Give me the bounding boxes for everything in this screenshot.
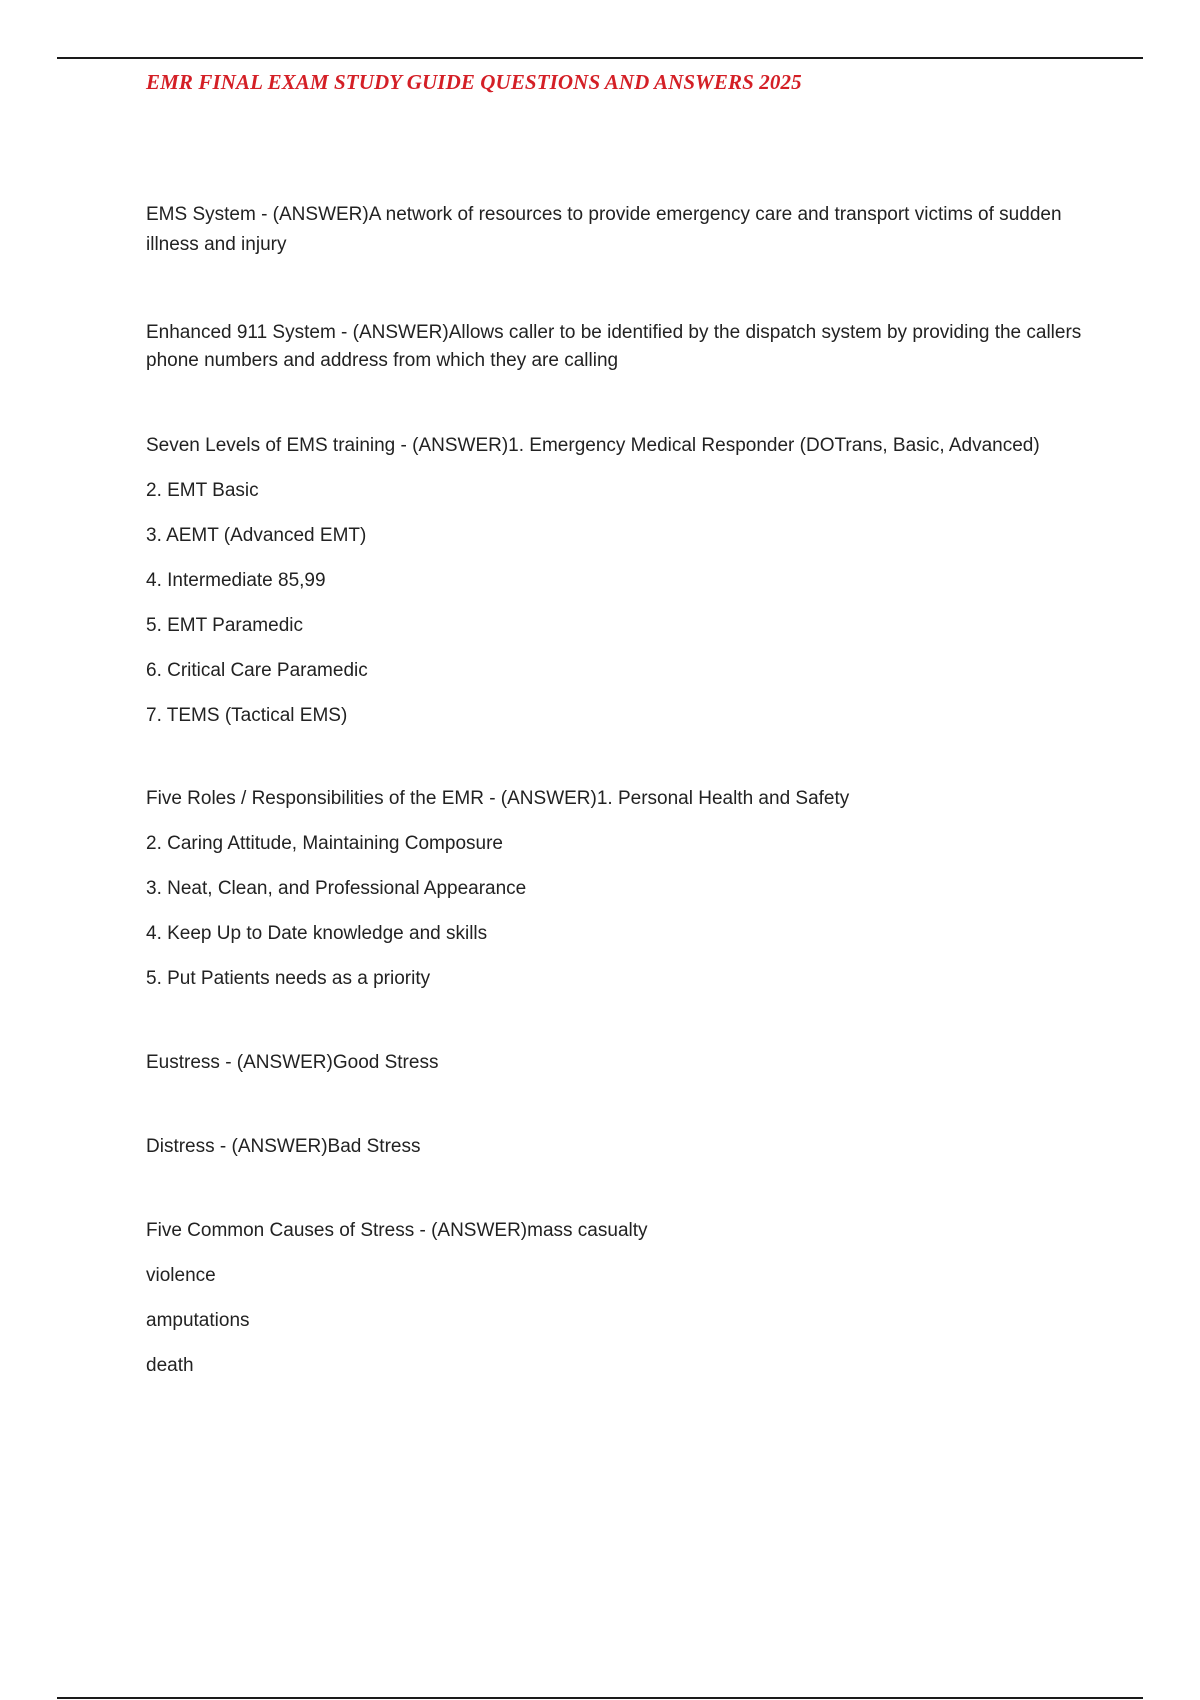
- qa-entry-enhanced-911: [146, 319, 1086, 375]
- list-item: 7. TEMS (Tactical EMS): [146, 705, 348, 726]
- qa-entry-text: Enhanced 911 System - (ANSWER)Allows caller to be identified by the dispatch system by providing the callers phone numbers and address from which they are calling: [146, 322, 1082, 371]
- list-item: amputations: [146, 1310, 250, 1331]
- list-item: death: [146, 1355, 194, 1376]
- list-item: 2. Caring Attitude, Maintaining Composure: [146, 833, 503, 854]
- list-item: 4. Keep Up to Date knowledge and skills: [146, 923, 488, 944]
- qa-entry-ems-system: [146, 200, 1086, 260]
- qa-entry-eustress: [146, 1048, 1086, 1078]
- qa-entry-distress: [146, 1132, 1086, 1162]
- qa-entry-text: Distress - (ANSWER)Bad Stress: [146, 1136, 421, 1157]
- qa-entry-text: Five Roles / Responsibilities of the EMR - (ANSWER)1. Personal Health and Safety: [146, 788, 850, 809]
- top-divider: [57, 57, 1143, 59]
- document-body: [146, 200, 1086, 1441]
- list-item: 6. Critical Care Paramedic: [146, 660, 368, 681]
- qa-entry-text: Eustress - (ANSWER)Good Stress: [146, 1052, 439, 1073]
- bottom-divider: [57, 1697, 1143, 1699]
- qa-entry-ems-training-levels: [146, 431, 1086, 731]
- qa-entry-stress-causes: [146, 1216, 1086, 1381]
- list-item: 3. Neat, Clean, and Professional Appearance: [146, 878, 527, 899]
- qa-entry-emr-roles: [146, 784, 1086, 994]
- list-item: 3. AEMT (Advanced EMT): [146, 525, 367, 546]
- list-item: 4. Intermediate 85,99: [146, 570, 326, 591]
- list-item: 5. Put Patients needs as a priority: [146, 968, 431, 989]
- list-item: violence: [146, 1265, 216, 1286]
- qa-entry-text: Five Common Causes of Stress - (ANSWER)mass casualty: [146, 1220, 648, 1241]
- qa-entry-text: Seven Levels of EMS training - (ANSWER)1. Emergency Medical Responder (DOTrans, Basic, Advanced): [146, 435, 1040, 456]
- document-title: EMR FINAL EXAM STUDY GUIDE QUESTIONS AND ANSWERS 2025: [146, 70, 802, 94]
- list-item: 2. EMT Basic: [146, 480, 259, 501]
- list-item: 5. EMT Paramedic: [146, 615, 303, 636]
- qa-entry-text: EMS System - (ANSWER)A network of resources to provide emergency care and transport victims of sudden illness and injury: [146, 204, 1062, 255]
